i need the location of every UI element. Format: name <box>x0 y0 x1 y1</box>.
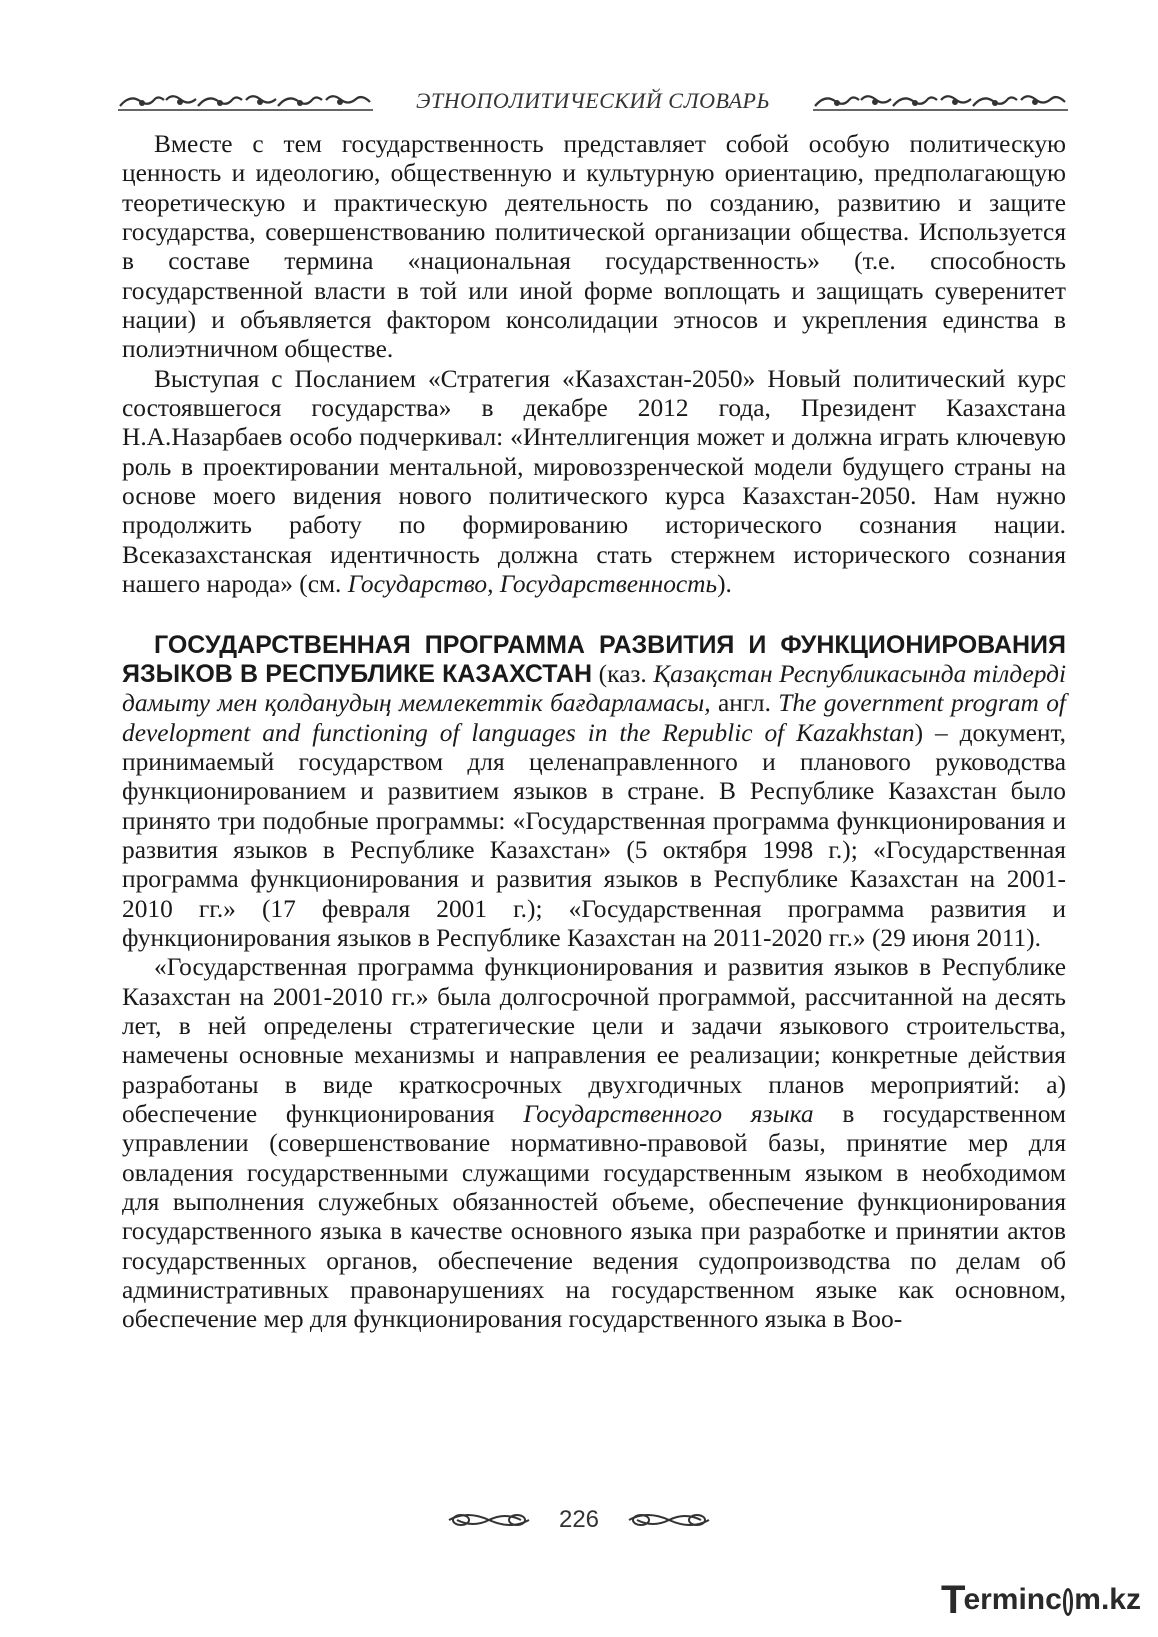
watermark-text-2: c <box>1045 1583 1062 1616</box>
page-footer <box>0 1502 1158 1538</box>
watermark-text-1: ermin <box>963 1583 1046 1616</box>
flourish-right-icon <box>627 1508 711 1532</box>
entry-headword: ГОСУДАРСТВЕННАЯ ПРОГРАММА РАЗВИТИЯ И ФУНКЦИОНИРОВАНИЯ ЯЗЫКОВ В РЕСПУБЛИКЕ КАЗАХСТАН <box>122 630 1066 688</box>
watermark-initial: T <box>941 1577 966 1622</box>
page-body <box>122 130 1066 1335</box>
entry-kazakh-term: Қазақстан Республикасында тілдерді дамыту мен қолданудың мемлекеттік бағдарламасы, <box>122 659 1067 718</box>
cross-reference: Государственного языка <box>523 1100 814 1128</box>
paragraph-text-rest: в государственном управлении (совершенствование нормативно-правовой базы, принятие мер для овладения государственными служащими государственным языком в необходимом для выполнения служебных обязанностей объеме, обеспечение функционирования государственного языка в качестве основного языка при разработке и принятии актов государственных органов, обеспечение ведения судопроизводства по делам об административных правонарушениях на государственном языке как основном, обеспечение мер для функционирования государственного языка в Воо- <box>122 1100 1066 1334</box>
paragraph-strategy-2050 <box>122 365 1066 600</box>
watermark-o-icon <box>1063 1588 1073 1616</box>
entry-definition: ) – документ, принимаемый государством для целенаправленного и планового руководства функционированием и развитием языков в стране. В Республике Казахстан было принято три подобные программы: «Государственная программа функционирования и развития языков в Республике Казахстан» (5 октября 1998 г.); «Государственная программа функционирования и развития языков в Республике Казахстан на 2001-2010 гг.» (17 февраля 2001 г.); «Государственная программа развития и функционирования языков в Республике Казахстан на 2011-2020 гг.» (29 июня 2011). <box>122 718 1066 952</box>
running-title: ЭТНОПОЛИТИЧЕСКИЙ СЛОВАРЬ <box>416 88 770 113</box>
cross-reference: Государство, Государственность <box>347 570 718 599</box>
watermark-text-3: m.kz <box>1074 1583 1141 1616</box>
entry-english-term: The government program of development and functioning of languages in the Republic of Kazakhstan <box>122 689 1066 747</box>
entry-eng-prefix: англ. <box>710 689 779 718</box>
watermark-logo <box>941 1577 1141 1622</box>
paragraph-statehood-ideology: Вместе с тем государственность представляет собой особую политическую ценность и идеологию, общественную и культурную ориентацию, предполагающую теоретическую и практическую деятельность по созданию, развитию и защите государства, совершенствованию политической организации общества. Используется в составе термина «национальная государственность» (т.е. способность государственной власти в той или иной форме воплощать и защищать суверенитет нации) и объявляется фактором консолидации этносов и укрепления единства в полиэтничном обществе. <box>122 130 1066 364</box>
running-header <box>118 84 1068 118</box>
ornament-right-icon <box>813 90 1068 112</box>
entry-kaz-prefix: (каз. <box>592 659 654 688</box>
page-number: 226 <box>558 1506 600 1533</box>
paragraph-program-2001-2010 <box>122 953 1066 1334</box>
dictionary-entry <box>122 631 1066 954</box>
flourish-left-icon <box>447 1508 531 1532</box>
paragraph-text: Выступая с Посланием «Стратегия «Казахстан-2050» Новый политический курс состоявшегося государства» в декабре 2012 года, Президент Казахстана Н.А.Назарбаев особо подчеркивал: «Интеллигенция может и должна играть ключевую роль в проектировании ментальной, мировоззренческой модели будущего страны на основе моего видения нового политического курса Казахстан-2050. Нам нужно продолжить работу по формированию исторического сознания нации. Всеказахстанская идентичность должна стать стержнем исторического сознания нашего народа» (см. <box>122 364 1066 599</box>
paragraph-text: «Государственная программа функционирования и развития языков в Республике Казахстан на 2001-2010 гг.» была долгосрочной программой, рассчитанной на десять лет, в ней определены стратегические цели и задачи языкового строительства, намечены основные механизмы и направления ее реализации; конкретные действия разработаны в виде краткосрочных двухгодичных планов мероприятий: а) обеспечение функционирования <box>122 953 1066 1128</box>
paragraph-text-end: ). <box>717 570 732 599</box>
ornament-left-icon <box>118 90 373 112</box>
